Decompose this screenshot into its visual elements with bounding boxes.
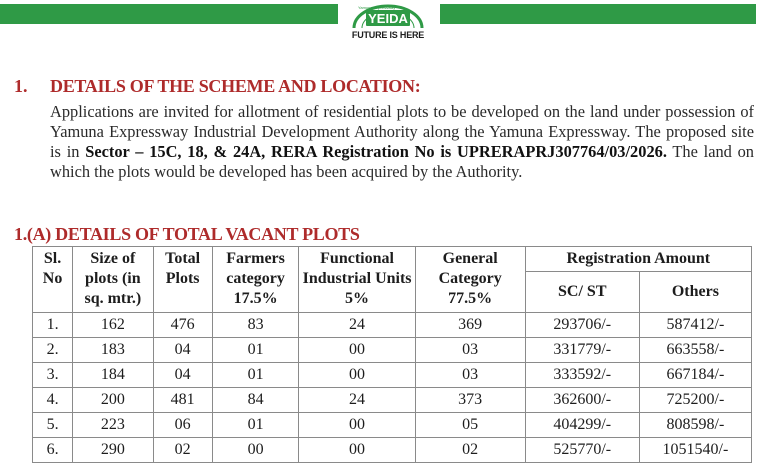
- cell-total: 04: [153, 363, 212, 388]
- cell-size: 200: [73, 388, 153, 413]
- cell-scst: 362600/-: [525, 388, 639, 413]
- cell-farmers: 00: [212, 438, 299, 463]
- header-band-left: [0, 4, 338, 24]
- cell-others: 725200/-: [639, 388, 751, 413]
- header-farmers: Farmers category 17.5%: [212, 247, 299, 313]
- cell-functional: 00: [299, 438, 415, 463]
- cell-total: 476: [153, 313, 212, 338]
- logo-arc-text: Yamuna Expressway: [358, 5, 396, 10]
- cell-sl: 5.: [33, 413, 73, 438]
- cell-general: 05: [415, 413, 525, 438]
- section-number: 1.: [14, 76, 28, 96]
- header-others: Others: [639, 272, 751, 313]
- cell-sl: 6.: [33, 438, 73, 463]
- cell-others: 667184/-: [639, 363, 751, 388]
- header-size: Size of plots (in sq. mtr.): [73, 247, 153, 313]
- cell-scst: 333592/-: [525, 363, 639, 388]
- logo-text: YEIDA: [368, 11, 408, 26]
- cell-sl: 3.: [33, 363, 73, 388]
- cell-others: 808598/-: [639, 413, 751, 438]
- cell-total: 481: [153, 388, 212, 413]
- cell-scst: 404299/-: [525, 413, 639, 438]
- tagline: FUTURE IS HERE: [351, 30, 425, 40]
- yeida-logo-mark: [336, 0, 440, 30]
- cell-others: 1051540/-: [639, 438, 751, 463]
- header-total-plots: Total Plots: [153, 247, 212, 313]
- cell-others: 663558/-: [639, 338, 751, 363]
- scheme-paragraph: [50, 102, 754, 182]
- cell-functional: 24: [299, 313, 415, 338]
- vacant-plots-title: 1.(A) DETAILS OF TOTAL VACANT PLOTS: [14, 224, 360, 244]
- header-general: General Category 77.5%: [415, 247, 525, 313]
- table-row: [33, 413, 752, 438]
- paragraph-text-1: Applications are invited for allotment of residential plots to be developed on the land under possession of Yamuna Expressway Industrial Development Authority along the Yamuna Expressway. The proposed site is in: [50, 102, 754, 161]
- cell-farmers: 01: [212, 413, 299, 438]
- cell-sl: 2.: [33, 338, 73, 363]
- cell-general: 369: [415, 313, 525, 338]
- header-sl-no: Sl. No: [33, 247, 73, 313]
- cell-farmers: 01: [212, 363, 299, 388]
- cell-size: 184: [73, 363, 153, 388]
- cell-farmers: 84: [212, 388, 299, 413]
- cell-total: 04: [153, 338, 212, 363]
- vacant-plots-table: [32, 246, 752, 463]
- cell-functional: 00: [299, 363, 415, 388]
- cell-scst: 525770/-: [525, 438, 639, 463]
- header-functional: Functional Industrial Units 5%: [299, 247, 415, 313]
- cell-total: 02: [153, 438, 212, 463]
- paragraph-text-2: The land on which the plots would be developed has been acquired by the Authority.: [50, 142, 755, 181]
- cell-scst: 293706/-: [525, 313, 639, 338]
- header-band-right: [440, 4, 756, 24]
- cell-farmers: 83: [212, 313, 299, 338]
- header-registration-amount: Registration Amount: [525, 247, 751, 272]
- cell-functional: 00: [299, 413, 415, 438]
- cell-general: 03: [415, 363, 525, 388]
- section-title: DETAILS OF THE SCHEME AND LOCATION:: [50, 76, 421, 96]
- cell-size: 290: [73, 438, 153, 463]
- cell-size: 162: [73, 313, 153, 338]
- table-row: [33, 338, 752, 363]
- cell-total: 06: [153, 413, 212, 438]
- header-sc-st: SC/ ST: [525, 272, 639, 313]
- cell-size: 223: [73, 413, 153, 438]
- paragraph-bold-text: Sector – 15C, 18, & 24A, RERA Registration No is UPRERAPRJ307764/03/2026.: [85, 142, 667, 161]
- cell-general: 373: [415, 388, 525, 413]
- cell-functional: 24: [299, 388, 415, 413]
- cell-general: 03: [415, 338, 525, 363]
- cell-farmers: 01: [212, 338, 299, 363]
- cell-sl: 4.: [33, 388, 73, 413]
- table-row: [33, 363, 752, 388]
- cell-scst: 331779/-: [525, 338, 639, 363]
- cell-size: 183: [73, 338, 153, 363]
- cell-functional: 00: [299, 338, 415, 363]
- cell-general: 02: [415, 438, 525, 463]
- table-row: [33, 313, 752, 338]
- table-row: [33, 438, 752, 463]
- cell-sl: 1.: [33, 313, 73, 338]
- cell-others: 587412/-: [639, 313, 751, 338]
- table-row: [33, 388, 752, 413]
